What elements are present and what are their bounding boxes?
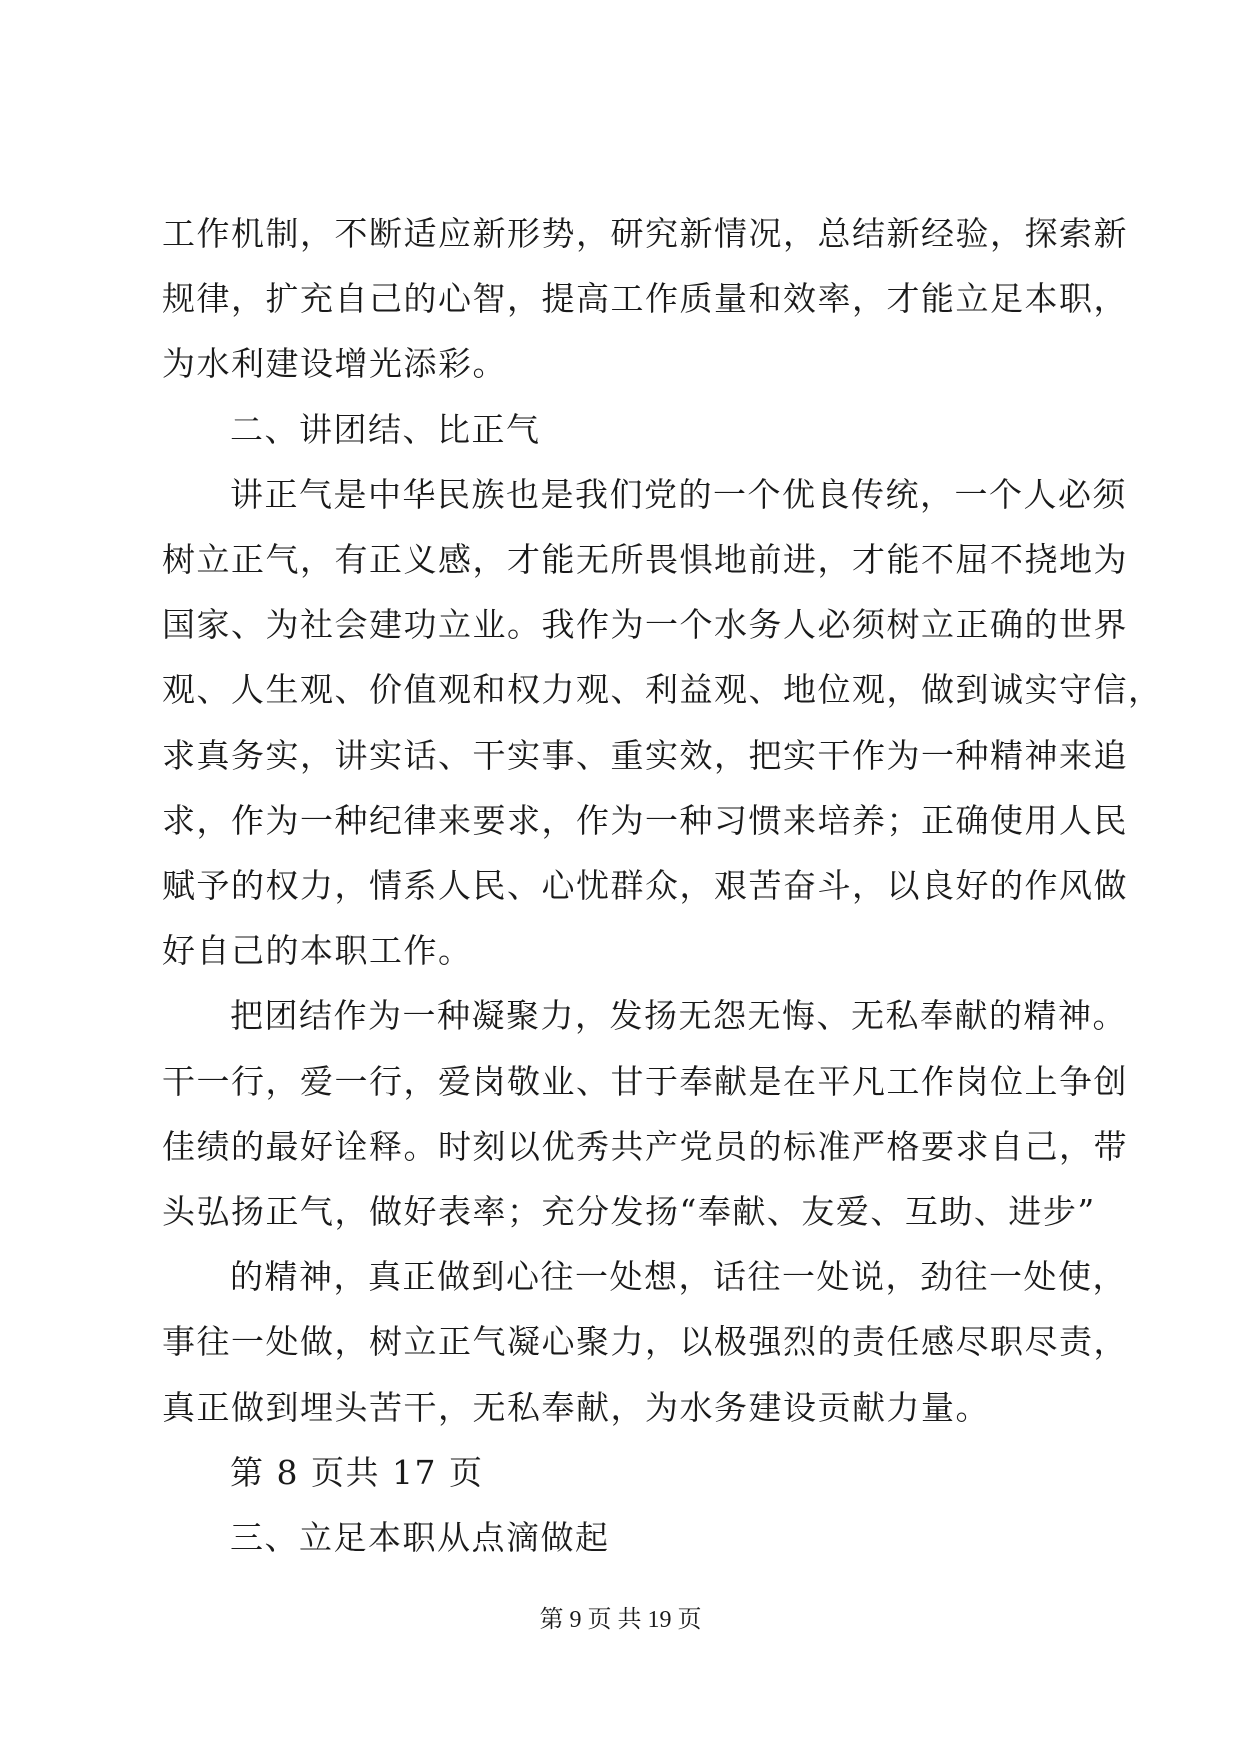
text-line: 树立正气，有正义感，才能无所畏惧地前进，才能不屈不挠地为 (162, 540, 1128, 579)
text-line: 国家、为社会建功立业。我作为一个水务人必须树立正确的世界 (162, 605, 1128, 645)
text-line: 观、人生观、价值观和权力观、利益观、地位观，做到诚实守信， (162, 670, 1163, 710)
paragraph-first-line: 把团结作为一种凝聚力，发扬无怨无悔、无私奉献的精神。 (230, 996, 1127, 1036)
text-line: 求真务实，讲实话、干实事、重实效，把实干作为一种精神来追 (162, 735, 1128, 775)
text-line: 事往一处做，树立正气凝心聚力，以极强烈的责任感尽职尽责， (162, 1322, 1128, 1362)
text-line: 为水利建设增光添彩。 (162, 344, 507, 384)
text-line: 赋予的权力，情系人民、心忧群众，艰苦奋斗，以良好的作风做 (162, 866, 1128, 905)
paragraph-first-line: 的精神，真正做到心往一处想，话往一处说，劲往一处使， (230, 1257, 1127, 1297)
paragraph-first-line: 讲正气是中华民族也是我们党的一个优良传统，一个人必须 (230, 474, 1127, 514)
text-line: 真正做到埋头苦干，无私奉献，为水务建设贡献力量。 (162, 1387, 990, 1427)
inline-page-number: 第 8 页共 17 页 (230, 1452, 484, 1492)
text-line: 好自己的本职工作。 (162, 931, 473, 971)
section-heading: 二、讲团结、比正气 (230, 409, 541, 449)
text-line: 求，作为一种纪律来要求，作为一种习惯来培养；正确使用人民 (162, 800, 1128, 840)
text-line: 规律，扩充自己的心智，提高工作质量和效率，才能立足本职， (162, 279, 1128, 319)
section-heading: 三、立足本职从点滴做起 (230, 1518, 610, 1557)
text-line: 干一行，爱一行，爱岗敬业、甘于奉献是在平凡工作岗位上争创 (162, 1061, 1128, 1101)
text-line: 工作机制，不断适应新形势，研究新情况，总结新经验，探索新 (162, 214, 1128, 253)
text-line: 头弘扬正气，做好表率；充分发扬“奉献、友爱、互助、进步” (162, 1192, 1096, 1231)
text-line: 佳绩的最好诠释。时刻以优秀共产党员的标准严格要求自己，带 (162, 1126, 1128, 1166)
page-footer: 第 9 页 共 19 页 (539, 1607, 702, 1633)
